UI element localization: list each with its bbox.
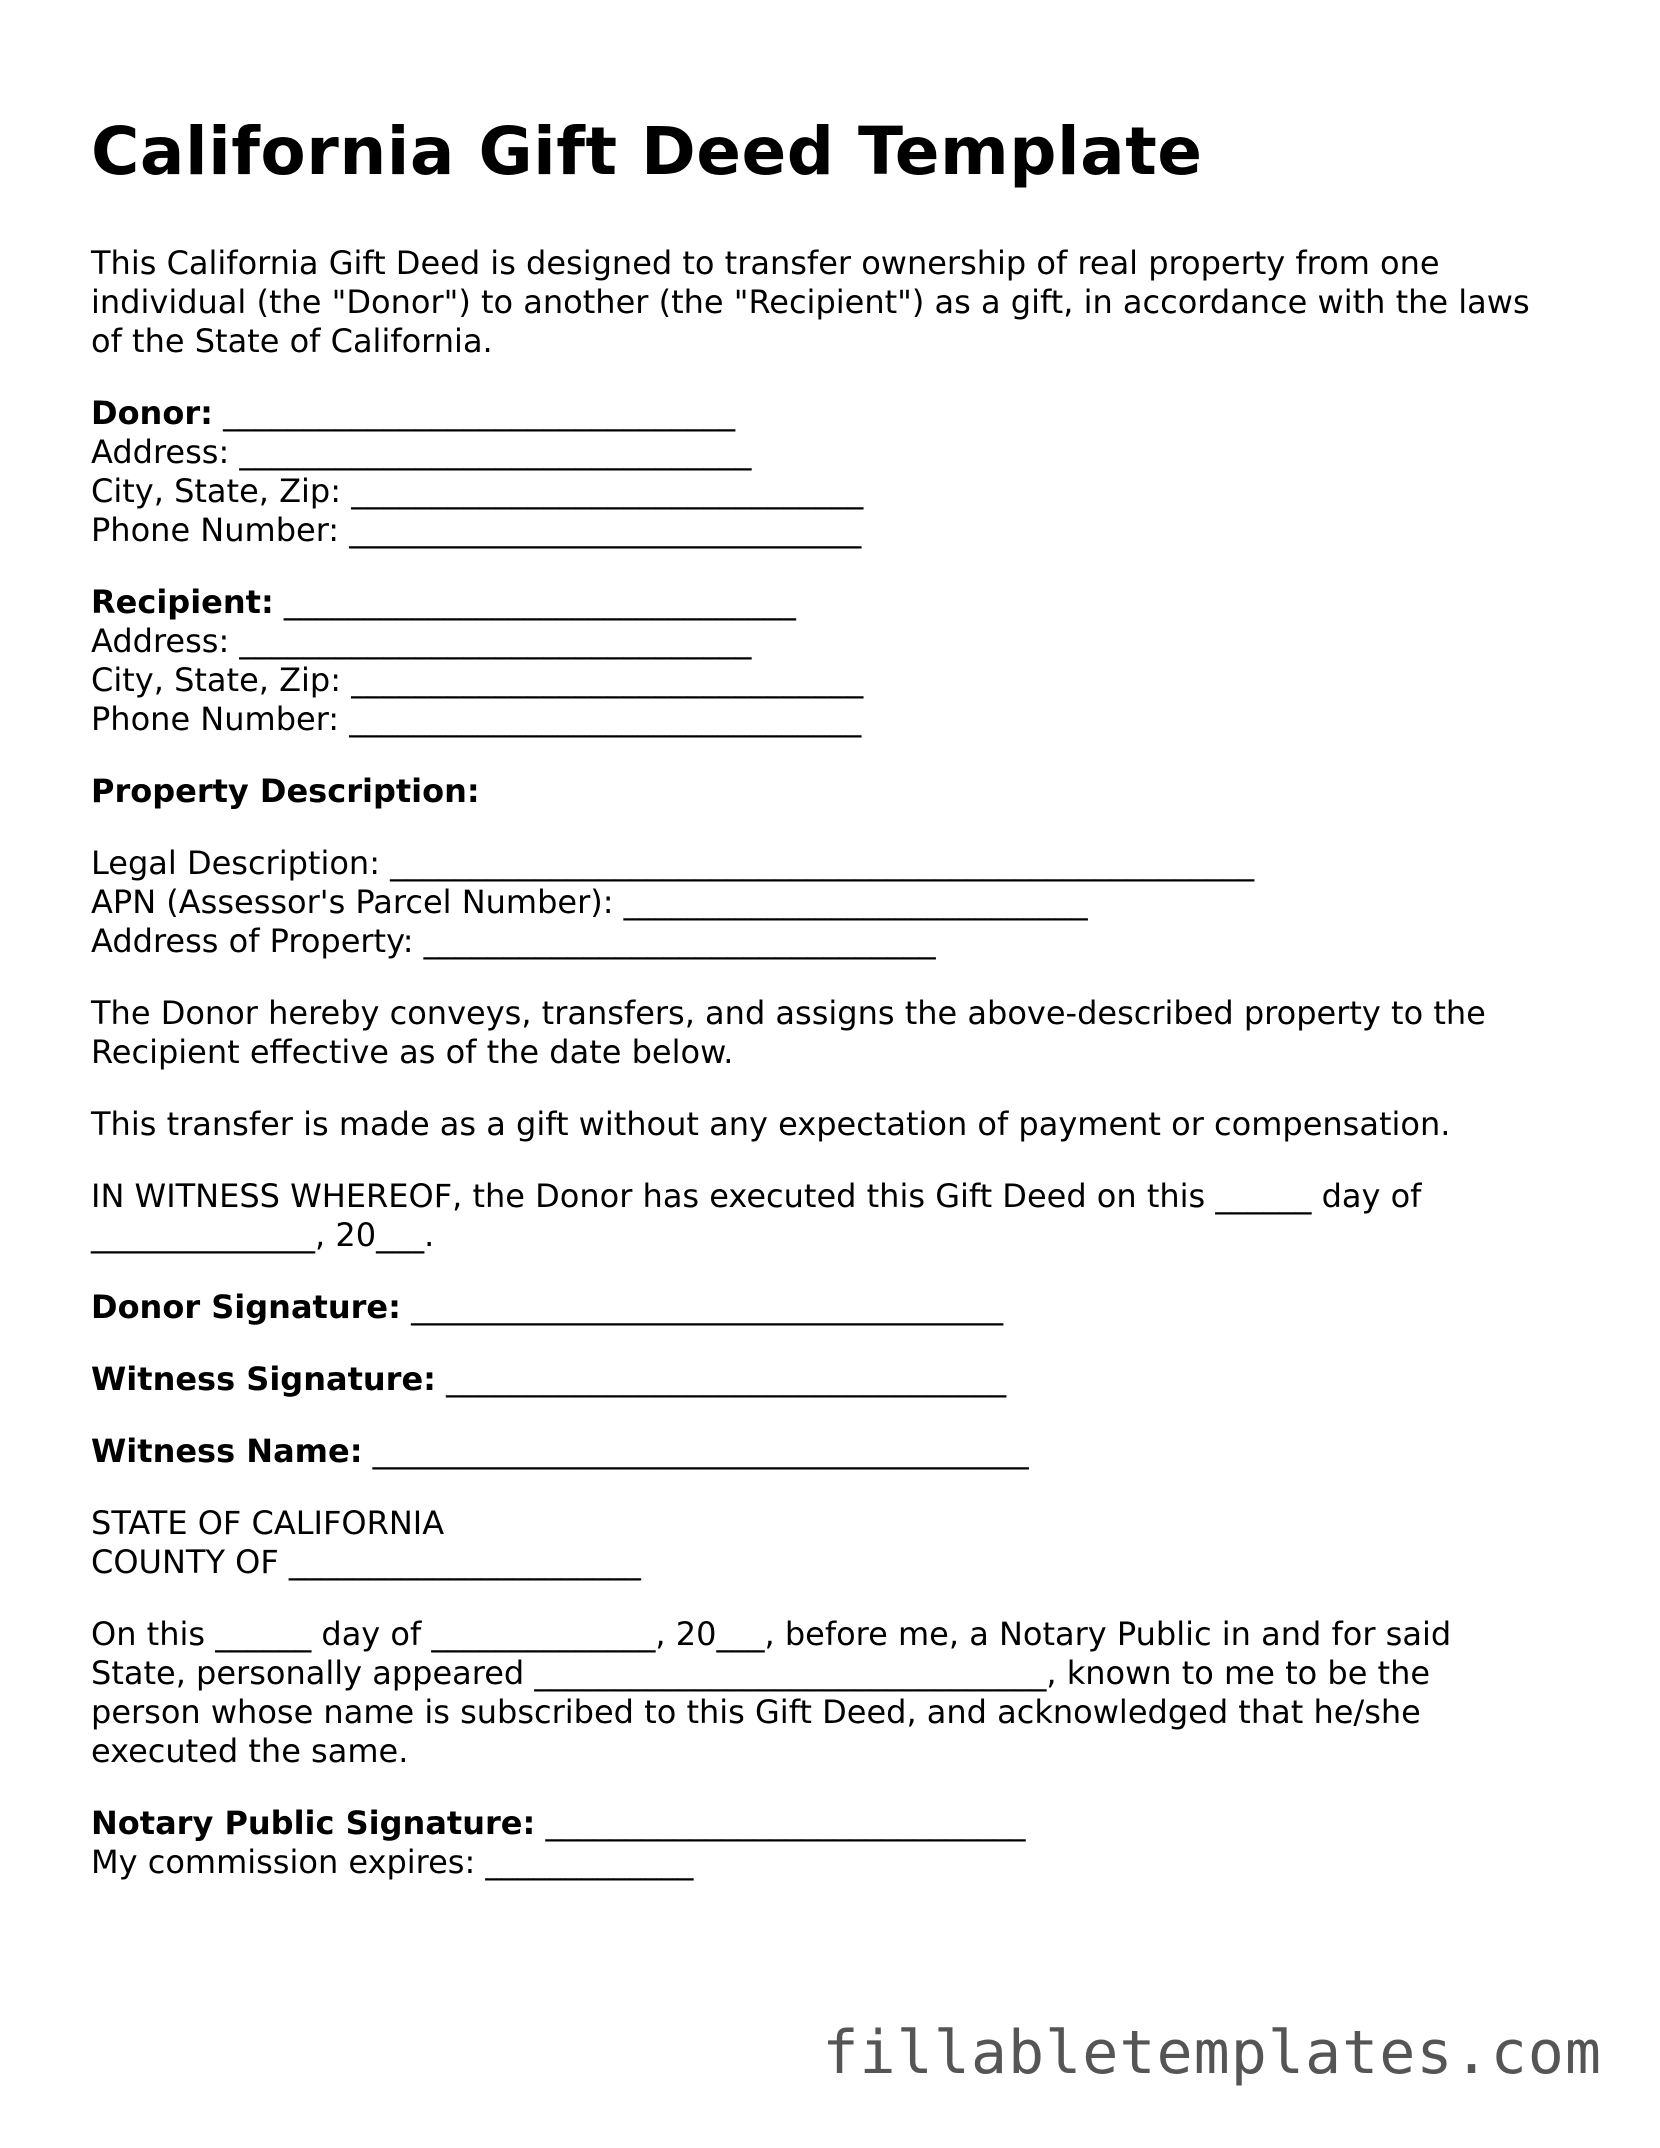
property-address-field[interactable]: Address of Property: ________________________________ — [91, 922, 936, 960]
appeared-name-field[interactable]: State, personally appeared ________________________________, known to me to be the — [91, 1654, 1431, 1692]
property-heading-block — [91, 772, 1571, 811]
donor-signature-label: Donor Signature: — [91, 1288, 401, 1326]
recipient-city-state-zip-field[interactable]: City, State, Zip: ________________________________ — [91, 661, 864, 699]
conveyance-line: The Donor hereby conveys, transfers, and assigns the above-described property to the — [91, 994, 1486, 1032]
state-line: STATE OF CALIFORNIA — [91, 1504, 445, 1542]
intro-line: individual (the "Donor") to another (the "Recipient") as a gift, in accordance with the laws — [91, 283, 1530, 321]
acknowledgment-line: person whose name is subscribed to this Gift Deed, and acknowledged that he/she — [91, 1693, 1421, 1731]
notary-venue-block — [91, 1504, 1571, 1582]
recipient-phone-field[interactable]: Phone Number: ________________________________ — [91, 700, 862, 738]
donor-address-field[interactable]: Address: ________________________________ — [91, 433, 752, 471]
witness-name-block — [91, 1432, 1571, 1471]
donor-signature-field[interactable] — [91, 1288, 1571, 1327]
witness-name-blank[interactable]: _________________________________________ — [362, 1432, 1029, 1470]
recipient-name-blank[interactable]: ________________________________ — [273, 583, 796, 621]
conveyance-line: Recipient effective as of the date below. — [91, 1033, 734, 1071]
donor-label: Donor: — [91, 394, 213, 432]
legal-description-field[interactable]: Legal Description: ______________________________________________________ — [91, 844, 1255, 882]
witness-signature-block — [91, 1360, 1571, 1399]
witness-signature-field[interactable] — [91, 1360, 1571, 1399]
donor-signature-block — [91, 1288, 1571, 1327]
property-description-heading: Property Description: — [91, 772, 480, 810]
acknowledgment-date-field[interactable]: On this ______ day of ______________, 20___, before me, a Notary Public in and for said — [91, 1615, 1452, 1653]
witness-name-field[interactable] — [91, 1432, 1571, 1471]
notary-signature-label: Notary Public Signature: — [91, 1804, 536, 1842]
recipient-name-field[interactable] — [91, 583, 1571, 622]
page-title: California Gift Deed Template — [91, 113, 1203, 190]
recipient-section — [91, 583, 1571, 739]
execution-month-year-field[interactable]: ______________, 20___. — [91, 1216, 435, 1254]
acknowledgment-line: executed the same. — [91, 1732, 409, 1770]
gift-statement: This transfer is made as a gift without any expectation of payment or compensation. — [91, 1105, 1451, 1143]
conveyance-paragraph — [91, 994, 1571, 1072]
property-section — [91, 844, 1571, 961]
apn-field[interactable]: APN (Assessor's Parcel Number): _____________________________ — [91, 883, 1088, 921]
donor-signature-blank[interactable]: _____________________________________ — [400, 1288, 1004, 1326]
intro-paragraph — [91, 244, 1571, 361]
notary-signature-blank[interactable]: ______________________________ — [535, 1804, 1026, 1842]
acknowledgment-paragraph — [91, 1615, 1571, 1771]
notary-signature-block — [91, 1804, 1571, 1882]
donor-name-blank[interactable]: ________________________________ — [212, 394, 736, 432]
witness-name-label: Witness Name: — [91, 1432, 363, 1470]
gift-statement-paragraph — [91, 1105, 1571, 1144]
witness-signature-blank[interactable]: ___________________________________ — [435, 1360, 1007, 1398]
watermark-text: fillabletemplates.com — [822, 2018, 1602, 2088]
witness-whereof-paragraph — [91, 1177, 1571, 1255]
intro-line: This California Gift Deed is designed to transfer ownership of real property from one — [91, 244, 1440, 282]
notary-signature-field[interactable] — [91, 1804, 1571, 1843]
witness-signature-label: Witness Signature: — [91, 1360, 436, 1398]
intro-line: of the State of California. — [91, 322, 493, 360]
recipient-address-field[interactable]: Address: ________________________________ — [91, 622, 752, 660]
execution-date-field[interactable]: IN WITNESS WHEREOF, the Donor has executed this Gift Deed on this ______ day of — [91, 1177, 1422, 1215]
donor-city-state-zip-field[interactable]: City, State, Zip: ________________________________ — [91, 472, 864, 510]
county-field[interactable]: COUNTY OF ______________________ — [91, 1543, 641, 1581]
donor-phone-field[interactable]: Phone Number: ________________________________ — [91, 511, 862, 549]
commission-expires-field[interactable]: My commission expires: _____________ — [91, 1843, 694, 1881]
gift-deed-document — [91, 112, 1571, 1915]
donor-section — [91, 394, 1571, 550]
donor-name-field[interactable] — [91, 394, 1571, 433]
recipient-label: Recipient: — [91, 583, 274, 621]
